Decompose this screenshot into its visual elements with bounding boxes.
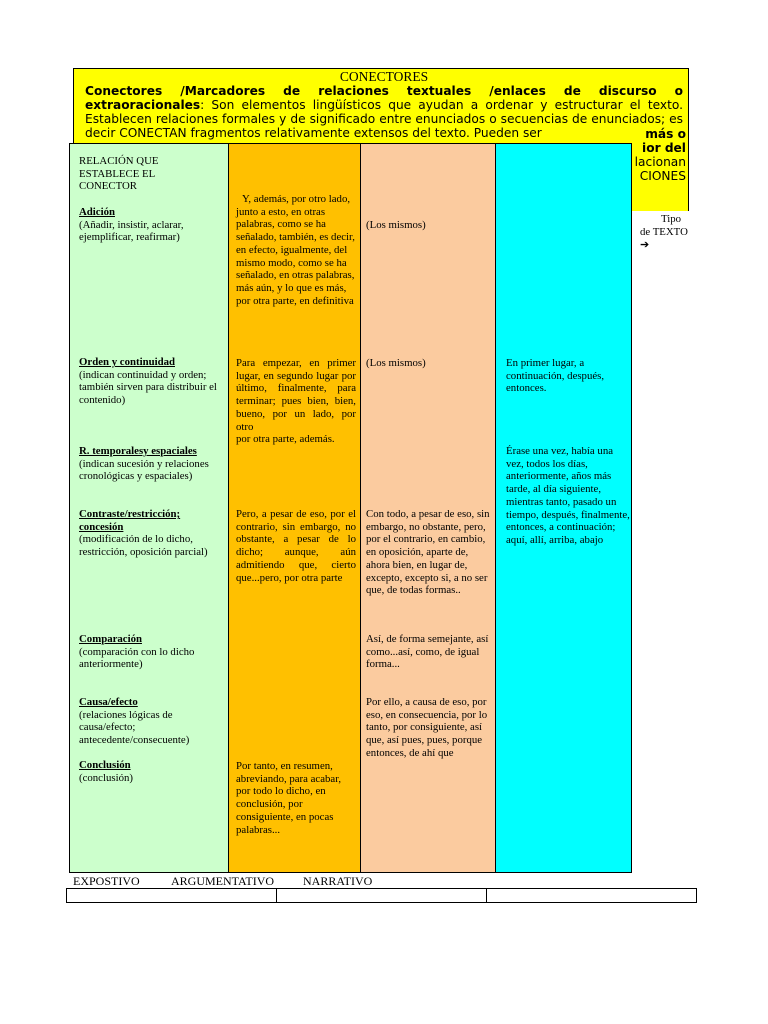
column-argumentativo: [360, 143, 496, 873]
col2-orden-extra: por otra parte, además.: [236, 433, 335, 445]
intro-bold-lead: Conectores /Marcadores de relaciones textuales /enlaces de discurso o extraoracionales: [85, 84, 683, 112]
type-expositivo: EXPOSTIVO: [73, 874, 140, 888]
arrow-right-icon: ➔: [640, 239, 650, 251]
bottom-empty-table: [66, 888, 697, 903]
col2-orden: Para empezar, en primer lugar, en segundo lugar por último, finalmente, para terminar; pues bien, bien, bueno, por un lado, por otro: [236, 357, 356, 433]
col1-row-temporal: [79, 445, 225, 483]
bottom-cell: [487, 889, 696, 902]
column-expositivo: [228, 143, 361, 873]
tipo-label: Tipo: [661, 213, 682, 225]
row-title: Conclusión: [79, 759, 131, 771]
col3-causa: Por ello, a causa de eso, por eso, en consecuencia, por lo tanto, por consiguiente, así que, así pues, pues, porque entonces, de ahí que: [366, 696, 488, 759]
col4-orden: En primer lugar, a continuación, después, entonces.: [506, 357, 605, 395]
col3-orden: (Los mismos): [366, 357, 426, 369]
col3-contraste: Con todo, a pesar de eso, sin embargo, no obstante, pero, por el contrario, en cambio, en oposición, aparte de, ahora bien, en lugar de, excepto, excepto si, a no ser que, de todas formas..: [366, 508, 490, 597]
row-title: Causa/efecto: [79, 696, 138, 708]
column-relacion: [69, 143, 229, 873]
bottom-cell: [277, 889, 487, 902]
col3-comparacion: Así, de forma semejante, así como...así, como, de igual forma...: [366, 633, 489, 671]
intro-tail-3: lacionan: [634, 155, 686, 169]
row-desc: (comparación con lo dicho anteriormente): [79, 645, 195, 671]
col3-adicion: (Los mismos): [366, 219, 426, 231]
col2-adicion: Y, además, por otro lado, junto a esto, en otras palabras, como se ha señalado, también, es decir, en efecto, igualmente, del mismo modo, como se ha señalado, en otras palabras, más aún, y lo que es más, por otra parte, en definitiva: [236, 193, 355, 307]
col1-row-contraste: [79, 508, 225, 559]
row-desc: (conclusión): [79, 771, 133, 784]
col2-conclusion: Por tanto, en resumen, abreviando, para acabar, por todo lo dicho, en conclusión, por consiguiente, en pocas palabras...: [236, 760, 342, 836]
intro-tail-1: más o: [645, 127, 686, 141]
tipo-texto-label: [634, 213, 706, 252]
intro-text: [85, 84, 683, 140]
row-desc: (modificación de lo dicho, restricción, oposición parcial): [79, 533, 208, 559]
col1-row-conclusion: [79, 759, 225, 784]
type-narrativo: NARRATIVO: [303, 874, 373, 888]
row-desc: (indican sucesión y relaciones cronológicas y espaciales): [79, 457, 209, 483]
intro-title: CONECTORES: [339, 69, 429, 84]
col1-header: RELACIÓN QUE ESTABLECE EL CONECTOR: [79, 155, 159, 193]
row-title: Comparación: [79, 633, 142, 645]
row-title: Contraste/restricción; concesión: [79, 508, 181, 533]
intro-visible-tail: [632, 127, 688, 211]
bottom-cell: [67, 889, 277, 902]
col4-temporal: Érase una vez, había una vez, todos los días, anteriormente, años más tarde, al día siguiente, mientras tanto, pasado un tiempo, después, finalmente, entonces, a continuación; aquí, allí, arriba, abajo: [506, 445, 630, 546]
row-title: Orden y continuidad: [79, 356, 175, 368]
row-desc: (Añadir, insistir, aclarar, ejemplificar, reafirmar): [79, 218, 184, 244]
col1-row-comparacion: [79, 633, 225, 671]
row-desc: (indican continuidad y orden; también sirven para distribuir el contenido): [79, 368, 217, 407]
col1-row-orden: [79, 356, 225, 407]
col1-row-adicion: [79, 206, 225, 244]
type-argumentativo: ARGUMENTATIVO: [171, 874, 275, 888]
row-title: Adición: [79, 206, 115, 218]
intro-tail-4: CIONES: [639, 169, 686, 183]
column-narrativo: [495, 143, 632, 873]
intro-tail-2: ior del: [642, 141, 686, 155]
intro-rest: : Son elementos lingüísticos que ayudan a ordenar y estructurar el texto. Establecen relaciones formales y de significado entre enunciados o secuencias de enunciados; es decir CONECTAN fragmentos relativamente extensos del texto. Pueden ser: [85, 98, 683, 140]
row-desc: (relaciones lógicas de causa/efecto; antecedente/consecuente): [79, 708, 190, 747]
col1-row-causa: [79, 696, 225, 747]
col2-contraste: Pero, a pesar de eso, por el contrario, sin embargo, no obstante, a pesar de lo dicho; aunque, aún admitiendo que, cierto que...pero, por otra parte: [236, 508, 356, 584]
tipo-value: de TEXTO: [640, 226, 688, 238]
row-title: R. temporalesy espaciales: [79, 445, 197, 457]
